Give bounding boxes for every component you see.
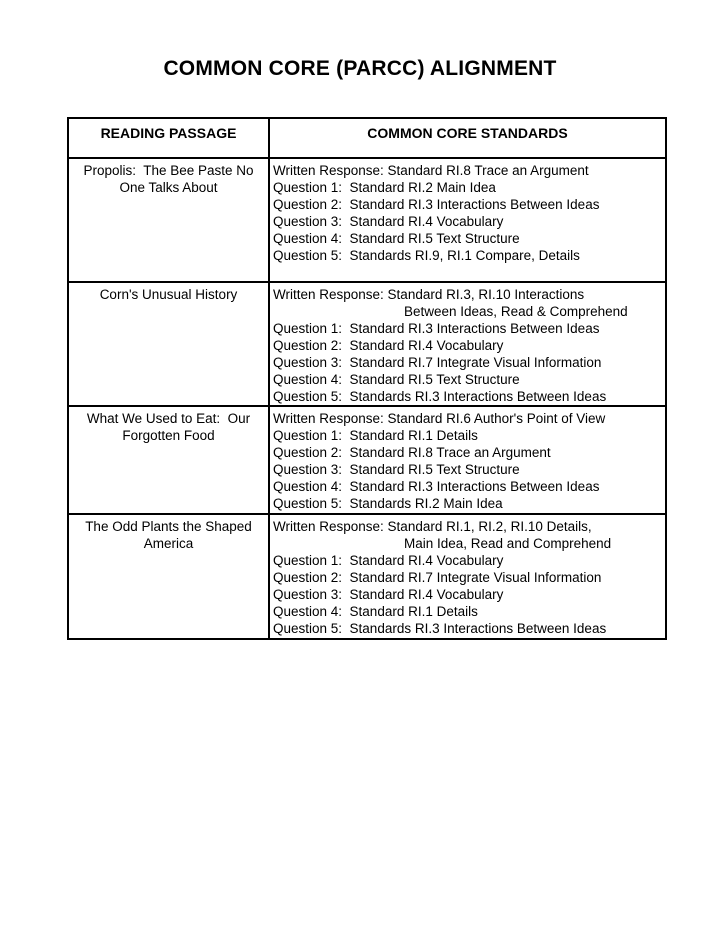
alignment-table bbox=[67, 117, 667, 640]
standard-line: Question 4: Standard RI.5 Text Structure bbox=[273, 231, 520, 246]
standard-line: Question 1: Standard RI.1 Details bbox=[273, 428, 478, 443]
standard-line: Question 2: Standard RI.4 Vocabulary bbox=[273, 338, 504, 353]
standard-line: Question 2: Standard RI.8 Trace an Argument bbox=[273, 445, 551, 460]
table-row bbox=[68, 158, 666, 282]
standard-line: Question 5: Standards RI.3 Interactions Between Ideas bbox=[273, 621, 607, 636]
table-row bbox=[68, 406, 666, 514]
standard-line-continuation: Main Idea, Read and Comprehend bbox=[404, 536, 612, 551]
standard-line: Question 1: Standard RI.3 Interactions Between Ideas bbox=[273, 321, 600, 336]
standards-cell bbox=[269, 514, 666, 639]
standard-line: Question 5: Standards RI.3 Interactions Between Ideas bbox=[273, 389, 607, 404]
standard-line: Question 3: Standard RI.5 Text Structure bbox=[273, 462, 520, 477]
standard-line: Question 5: Standards RI.9, RI.1 Compare, Details bbox=[273, 248, 580, 263]
passage-cell: The Odd Plants the Shaped America bbox=[68, 514, 269, 639]
standard-line-continuation: Between Ideas, Read & Comprehend bbox=[404, 304, 628, 319]
standard-line: Written Response: Standard RI.3, RI.10 Interactions bbox=[273, 287, 585, 302]
standard-line: Question 4: Standard RI.5 Text Structure bbox=[273, 372, 520, 387]
standards-cell bbox=[269, 282, 666, 406]
standard-line: Question 1: Standard RI.2 Main Idea bbox=[273, 180, 496, 195]
standard-line: Question 4: Standard RI.1 Details bbox=[273, 604, 478, 619]
column-header-reading-passage: READING PASSAGE bbox=[68, 118, 269, 158]
table-row bbox=[68, 514, 666, 639]
table-row bbox=[68, 282, 666, 406]
standard-line: Written Response: Standard RI.1, RI.2, RI.10 Details, bbox=[273, 519, 592, 534]
passage-cell: Corn's Unusual History bbox=[68, 282, 269, 406]
passage-cell: Propolis: The Bee Paste No One Talks About bbox=[68, 158, 269, 282]
standard-line: Question 5: Standards RI.2 Main Idea bbox=[273, 496, 503, 511]
standard-line: Question 1: Standard RI.4 Vocabulary bbox=[273, 553, 504, 568]
page-title: COMMON CORE (PARCC) ALIGNMENT bbox=[163, 57, 557, 80]
standard-line: Written Response: Standard RI.8 Trace an Argument bbox=[273, 163, 589, 178]
standard-line: Question 3: Standard RI.7 Integrate Visual Information bbox=[273, 355, 602, 370]
standards-cell bbox=[269, 406, 666, 514]
standard-line: Question 4: Standard RI.3 Interactions Between Ideas bbox=[273, 479, 600, 494]
standard-line: Written Response: Standard RI.6 Author's Point of View bbox=[273, 411, 606, 426]
standard-line: Question 3: Standard RI.4 Vocabulary bbox=[273, 214, 504, 229]
table-header-row bbox=[68, 118, 666, 158]
standards-cell bbox=[269, 158, 666, 282]
standard-line: Question 3: Standard RI.4 Vocabulary bbox=[273, 587, 504, 602]
standard-line: Question 2: Standard RI.7 Integrate Visual Information bbox=[273, 570, 602, 585]
passage-cell: What We Used to Eat: Our Forgotten Food bbox=[68, 406, 269, 514]
standard-line: Question 2: Standard RI.3 Interactions Between Ideas bbox=[273, 197, 600, 212]
column-header-common-core-standards: COMMON CORE STANDARDS bbox=[269, 118, 666, 158]
